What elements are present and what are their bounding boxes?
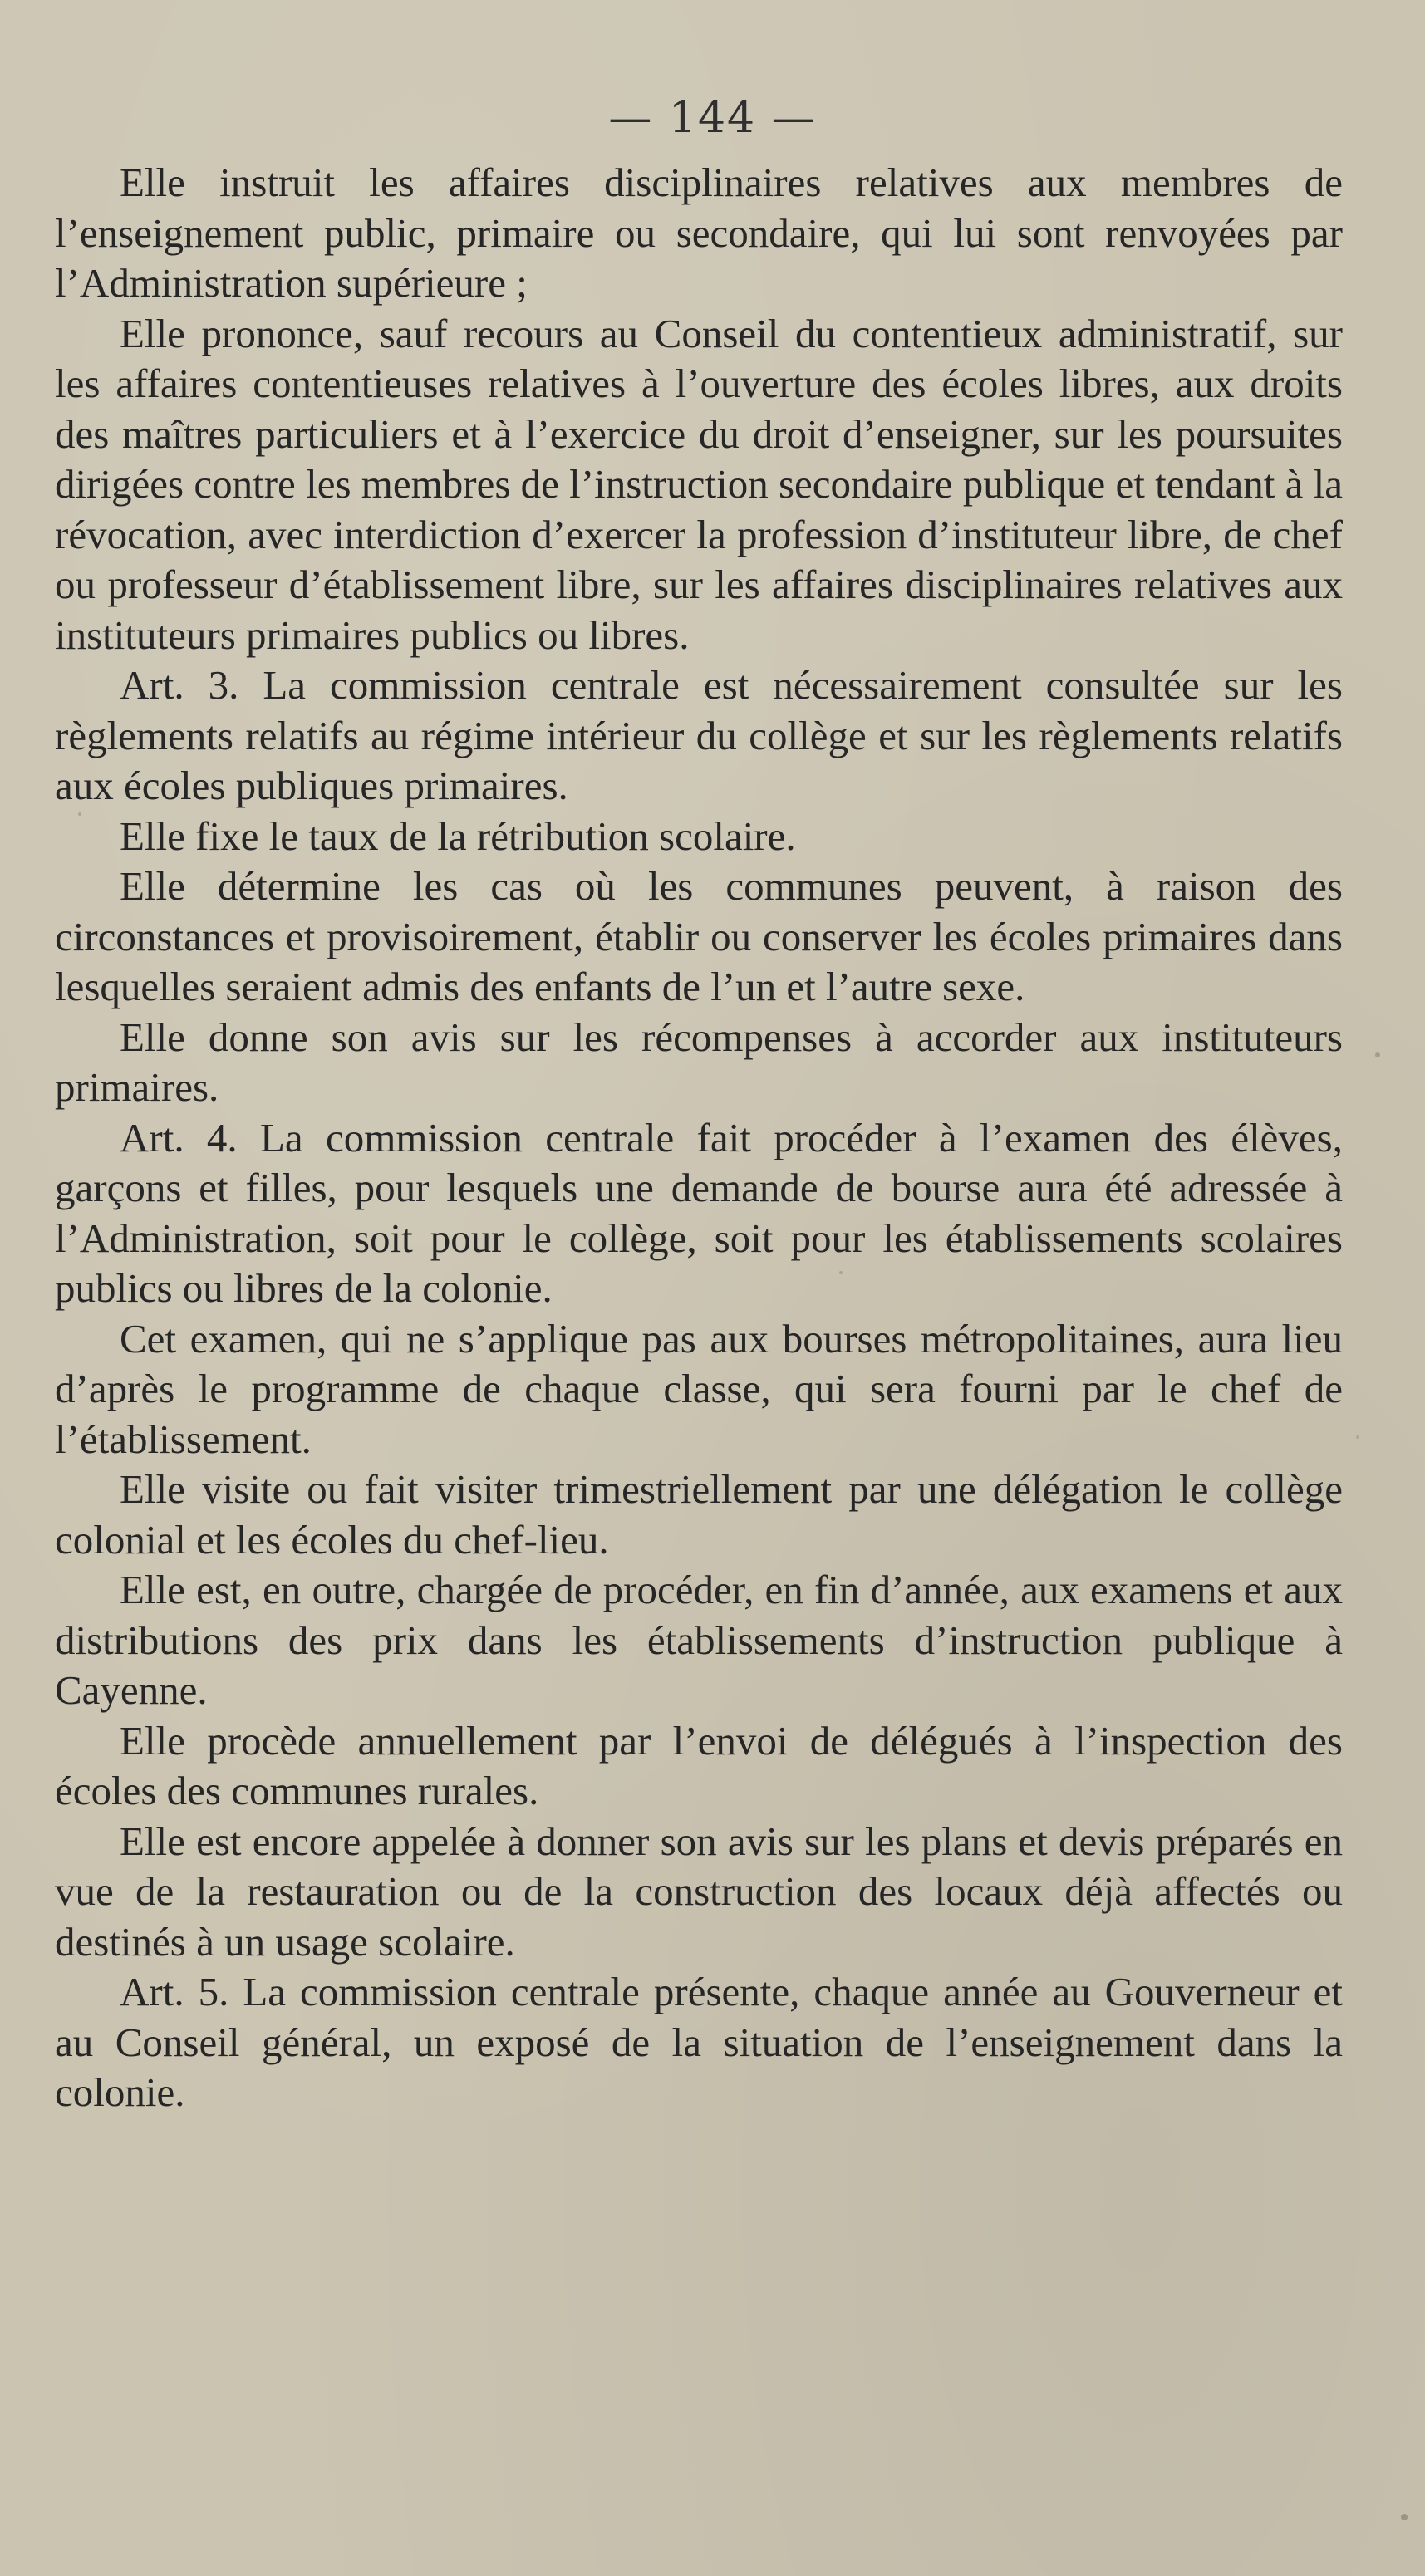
paragraph-article-4: Art. 4. La commission centrale fait procéder à l’examen des élèves, garçons et filles, pour lesquels une demande de bourse aura été adressée à l’Administration, soit pour le collège, soit pour les établissements scolaires publics ou libres de la colonie. (55, 1114, 1343, 1311)
paragraph-inspection-rurale: Elle procède annuellement par l’envoi de délégués à l’inspection des écoles des communes rurales. (55, 1717, 1343, 1813)
paragraph-examen-bourses: Cet examen, qui ne s’applique pas aux bourses métropolitaines, aura lieu d’après le programme de chaque classe, qui sera fourni par le chef de l’établissement. (55, 1315, 1343, 1462)
paragraph-visite-trimestrielle: Elle visite ou fait visiter trimestriellement par une délégation le collège colonial et les écoles du chef-lieu. (55, 1466, 1343, 1563)
paragraph-plans-devis: Elle est encore appelée à donner son avis sur les plans et devis préparés en vue de la restauration ou de la construction des locaux déjà affectés ou destinés à un usage scolaire. (55, 1818, 1343, 1965)
paragraph-article-3: Art. 3. La commission centrale est nécessairement consultée sur les règlements relatifs au régime intérieur du collège et sur les règlements relatifs aux écoles publiques primaires. (55, 662, 1343, 808)
body-text (55, 158, 1343, 2118)
page-number: — 144 — (608, 93, 817, 143)
paragraph-ecoles-mixtes: Elle détermine les cas où les communes peuvent, à raison des circonstances et provisoirement, établir ou conserver les écoles primaires dans lesquelles seraient admis des enfants de l’un et l’autre sexe. (55, 863, 1343, 1009)
paragraph-distributions-prix: Elle est, en outre, chargée de procéder, en fin d’année, aux examens et aux distributions des prix dans les établissements d’instruction publique à Cayenne. (55, 1567, 1343, 1713)
paragraph-recompenses: Elle donne son avis sur les récompenses à accorder aux instituteurs primaires. (55, 1013, 1343, 1110)
paragraph-instruction-disciplinaire: Elle instruit les affaires disciplinaires relatives aux membres de l’enseignement public, primaire ou secondaire, qui lui sont renvoyées par l’Administration supérieure ; (55, 159, 1343, 306)
paragraph-article-5: Art. 5. La commission centrale présente, chaque année au Gouverneur et au Conseil général, un exposé de la situation de l’enseignement dans la colonie. (55, 1969, 1343, 2115)
paragraph-affaires-contentieuses: Elle prononce, sauf recours au Conseil du contentieux administratif, sur les affaires contentieuses relatives à l’ouverture des écoles libres, aux droits des maîtres particuliers et à l’exercice du droit d’enseigner, sur les poursuites dirigées contre les membres de l’instruction secondaire publique et tendant à la révocation, avec interdiction d’exercer la profession d’instituteur libre, de chef ou professeur d’établissement libre, sur les affaires disciplinaires relatives aux instituteurs primaires publics ou libres. (55, 310, 1343, 658)
paragraph-retribution-scolaire: Elle fixe le taux de la rétribution scolaire. (120, 812, 796, 859)
